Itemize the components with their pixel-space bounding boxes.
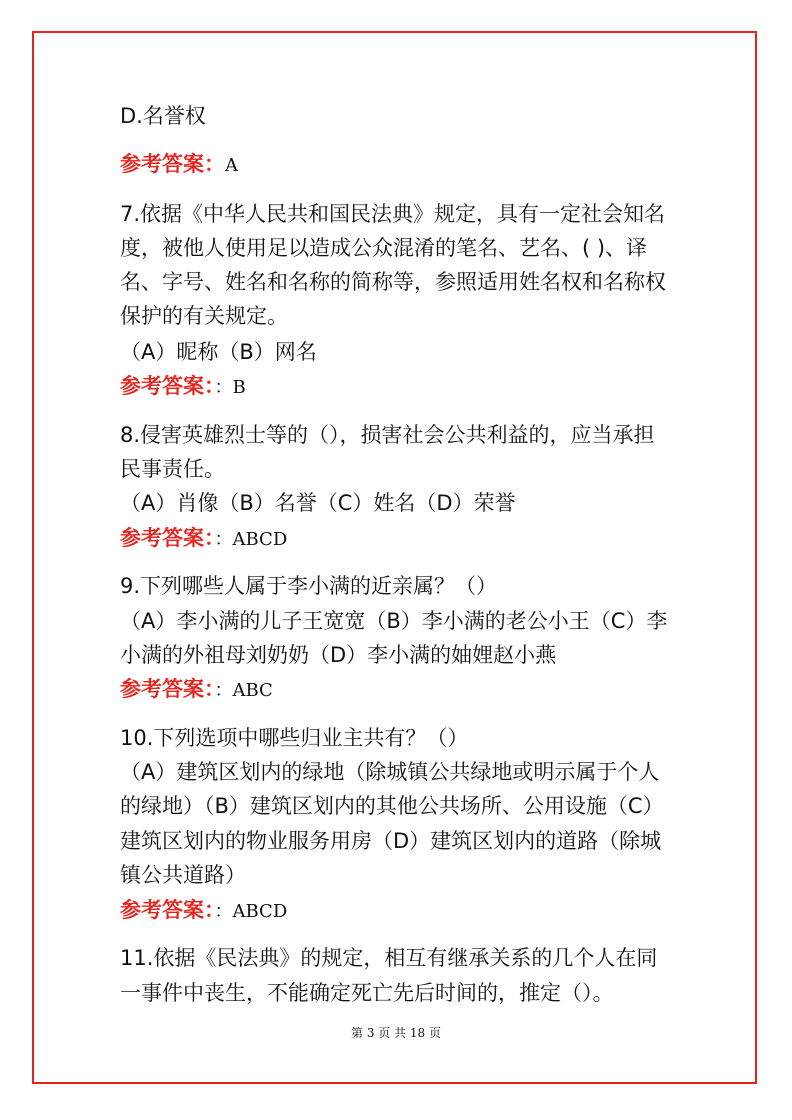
answer-label: 参考答案： <box>120 898 215 922</box>
answer-line <box>120 675 273 705</box>
answer-value: ：ABC <box>214 680 273 701</box>
page-border <box>32 31 757 1084</box>
answer-label: 参考答案： <box>120 152 225 176</box>
question-10-line-1: 10.下列选项中哪些归业主共有？（） <box>120 726 469 750</box>
answer-value: ：ABCD <box>214 901 288 922</box>
question-9-options-2: 小满的外祖母刘奶奶（D）李小满的妯娌赵小燕 <box>120 643 557 667</box>
answer-line <box>120 150 238 180</box>
question-10-options-1: （A）建筑区划内的绿地（除城镇公共绿地或明示属于个人 <box>120 760 660 784</box>
question-7-line-1: 7.依据《中华人民共和国民法典》规定，具有一定社会知名 <box>120 202 666 226</box>
answer-line <box>120 372 246 402</box>
question-10-options-2: 的绿地）（B）建筑区划内的其他公共场所、公用设施（C） <box>120 794 664 818</box>
text-line: D.名誉权 <box>120 104 206 128</box>
question-8-options: （A）肖像（B）名誉（C）姓名（D）荣誉 <box>120 491 516 515</box>
answer-label: 参考答案： <box>120 526 215 550</box>
question-11-line-2: 一事件中丧生，不能确定死亡先后时间的，推定（）。 <box>120 981 614 1005</box>
answer-line <box>120 896 287 926</box>
question-10-options-3: 建筑区划内的物业服务用房（D）建筑区划内的道路（除城 <box>120 829 662 853</box>
answer-value: A <box>225 155 238 176</box>
question-11-line-1: 11.依据《民法典》的规定，相互有继承关系的几个人在同 <box>120 946 658 970</box>
page-number-footer: 第 3 页 共 18 页 <box>351 1026 441 1040</box>
question-9-line-1: 9.下列哪些人属于李小满的近亲属？（） <box>120 574 498 598</box>
answer-value: ：ABCD <box>214 529 288 550</box>
question-7-options: （A）昵称（B）网名 <box>120 340 317 364</box>
question-10-options-4: 镇公共道路） <box>120 863 246 887</box>
answer-value: ：B <box>214 377 246 398</box>
question-7-line-3: 名、字号、姓名和名称的简称等，参照适用姓名权和名称权 <box>120 270 666 294</box>
answer-label: 参考答案： <box>120 374 215 398</box>
answer-line <box>120 524 287 554</box>
question-7-line-4: 保护的有关规定。 <box>120 304 288 328</box>
answer-label: 参考答案： <box>120 677 215 701</box>
question-9-options-1: （A）李小满的儿子王宽宽（B）李小满的老公小王（C）李 <box>120 609 668 633</box>
question-8-line-1: 8.侵害英雄烈士等的（），损害社会公共利益的，应当承担 <box>120 423 655 447</box>
question-8-line-2: 民事责任。 <box>120 457 225 481</box>
question-7-line-2: 度，被他人使用足以造成公众混淆的笔名、艺名、( )、译 <box>120 236 648 260</box>
